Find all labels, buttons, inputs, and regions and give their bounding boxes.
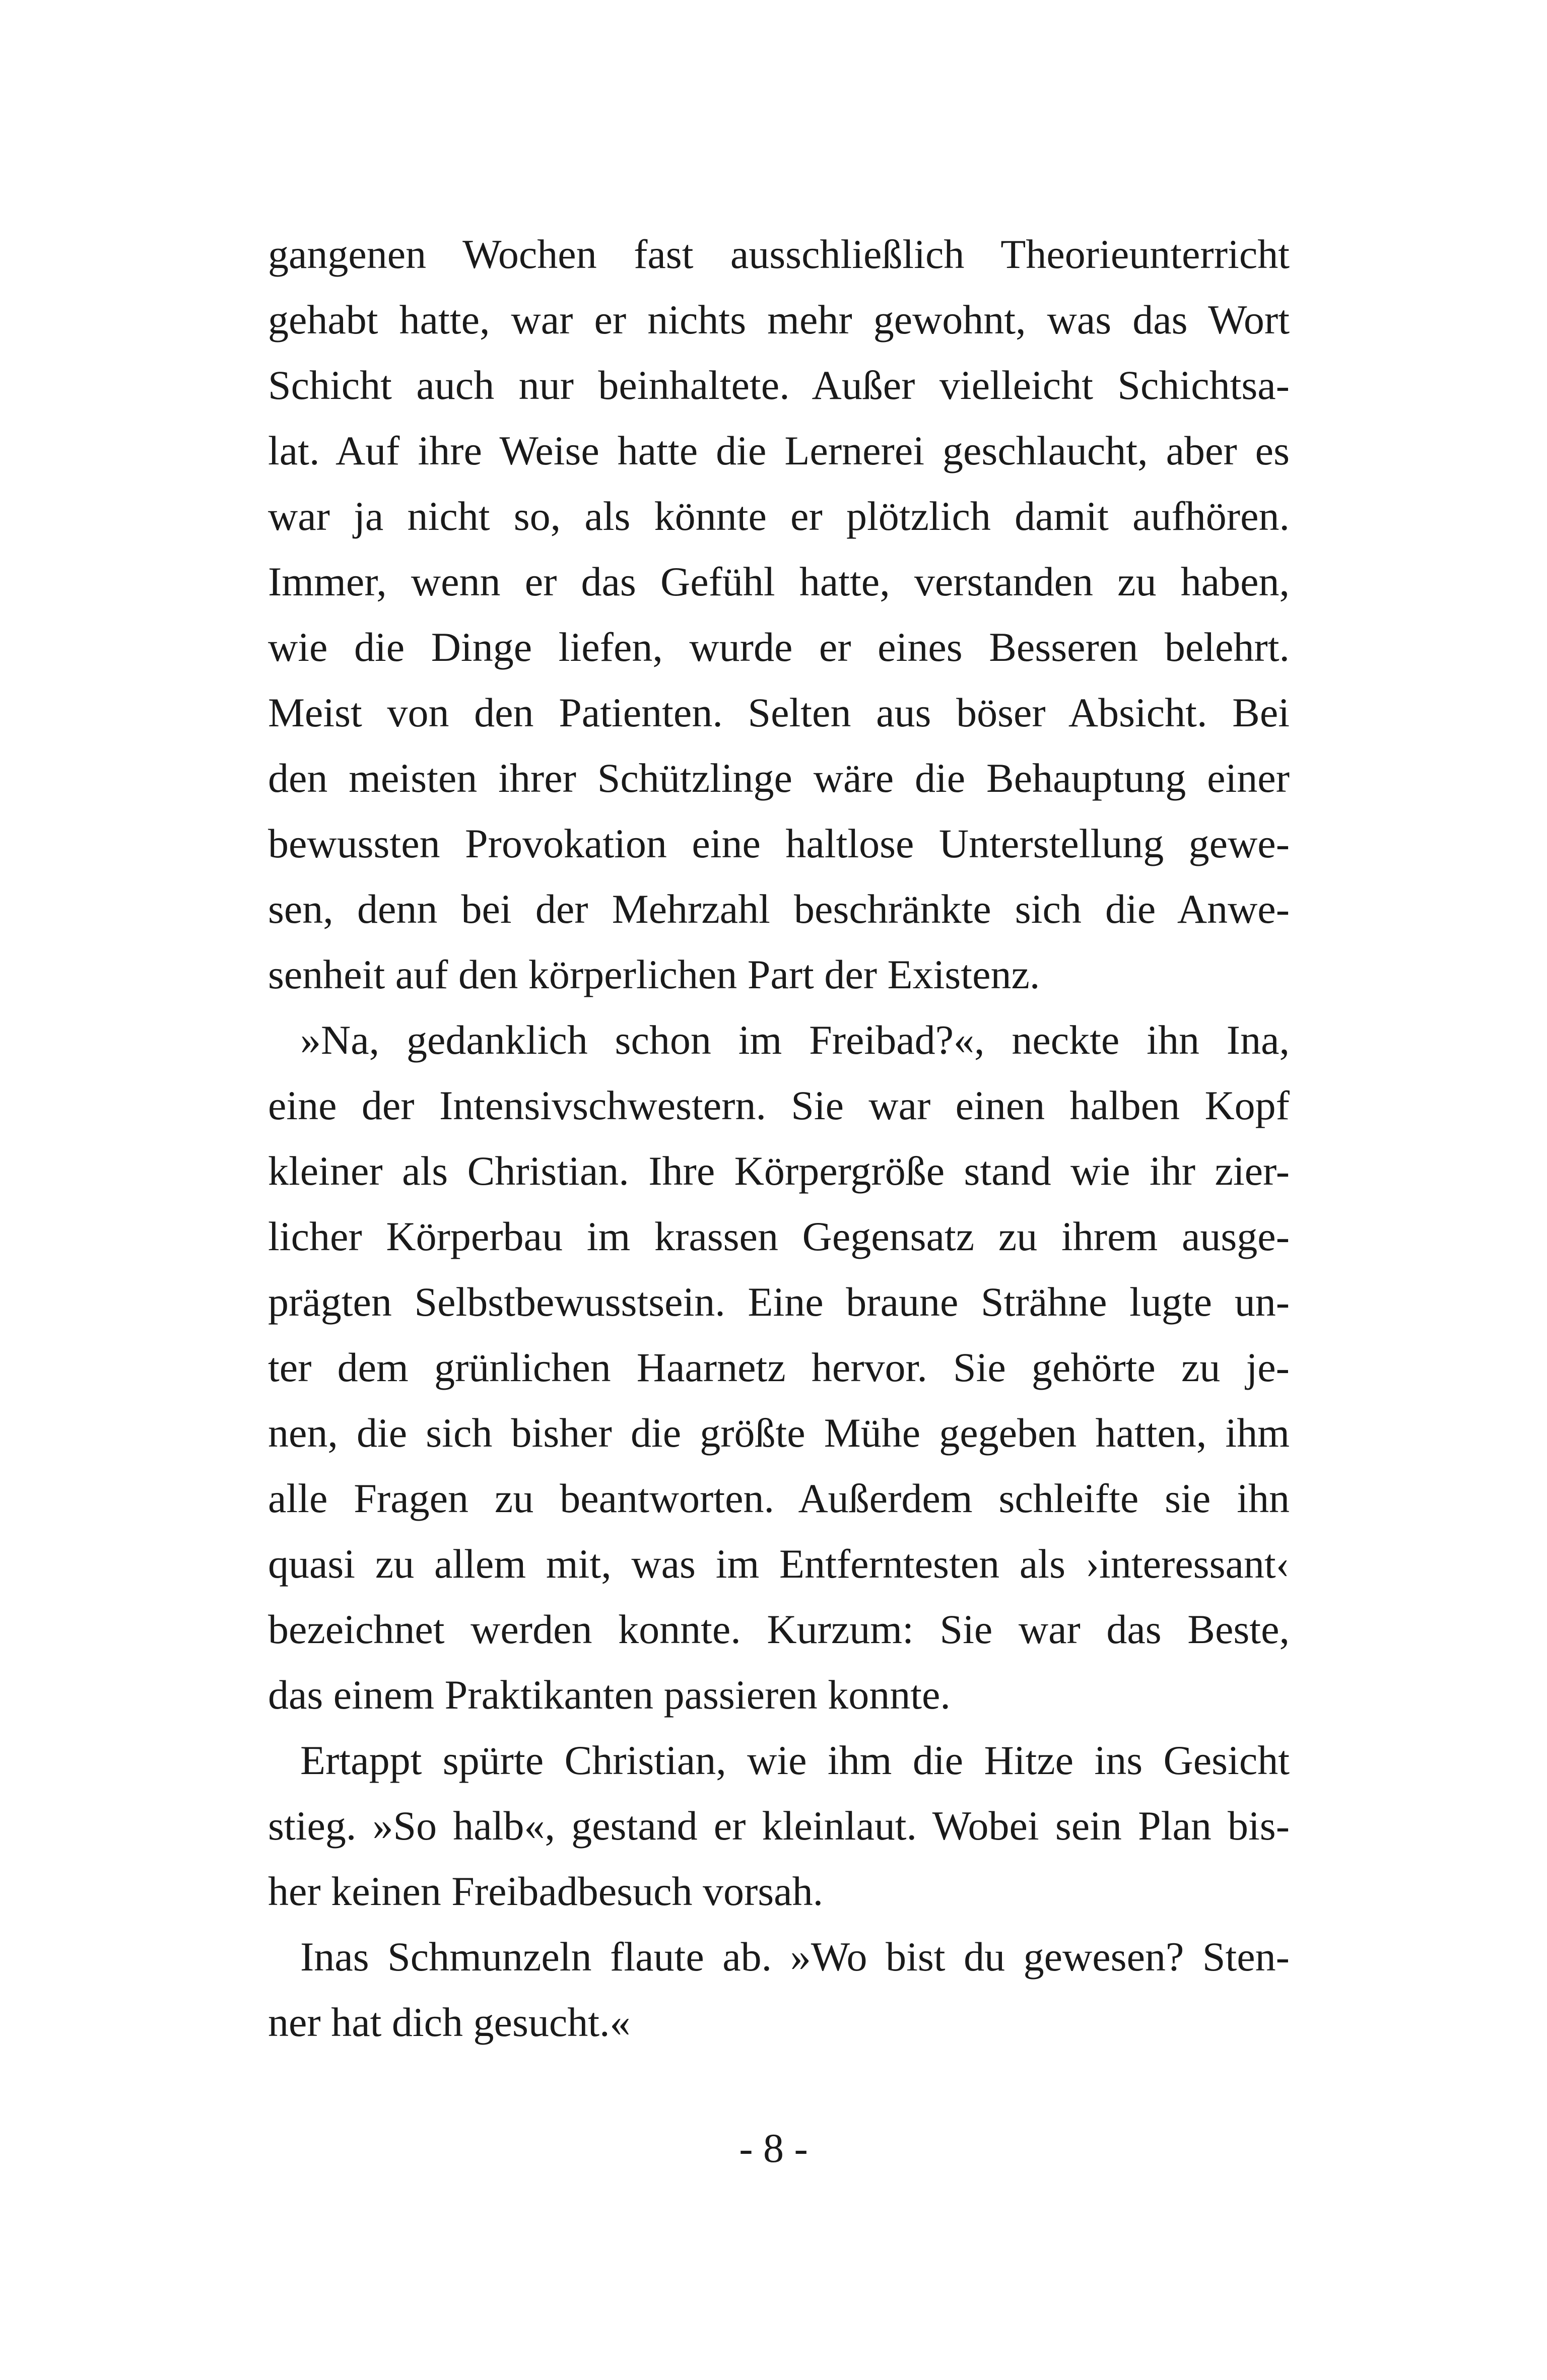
text-line: bezeichnet werden konnte. Kurzum: Sie war das Beste,: [268, 1606, 1290, 1652]
text-line: sen, denn bei der Mehrzahl beschränkte sich die Anwe-: [268, 886, 1290, 932]
text-line: wie die Dinge liefen, wurde er eines Besseren belehrt.: [268, 624, 1290, 670]
text-line: nen, die sich bisher die größte Mühe gegeben hatten, ihm: [268, 1410, 1290, 1456]
text-line: gehabt hatte, war er nichts mehr gewohnt, was das Wort: [268, 297, 1290, 343]
text-line: Schicht auch nur beinhaltete. Außer vielleicht Schichtsa-: [268, 362, 1290, 408]
page-number: - 8 -: [739, 2125, 808, 2171]
text-line: ter dem grünlichen Haarnetz hervor. Sie gehörte zu je-: [268, 1344, 1290, 1390]
text-line: kleiner als Christian. Ihre Körpergröße stand wie ihr zier-: [268, 1148, 1290, 1194]
text-line: war ja nicht so, als könnte er plötzlich damit aufhören.: [268, 493, 1290, 539]
text-line: den meisten ihrer Schützlinge wäre die Behauptung einer: [268, 755, 1290, 801]
text-line: »Na, gedanklich schon im Freibad?«, neckte ihn Ina,: [300, 1017, 1290, 1063]
text-line: prägten Selbstbewusstsein. Eine braune Strähne lugte un-: [268, 1279, 1290, 1325]
text-line: quasi zu allem mit, was im Entferntesten als ›interessant‹: [268, 1541, 1290, 1587]
text-line: alle Fragen zu beantworten. Außerdem schleifte sie ihn: [268, 1475, 1290, 1521]
text-line: eine der Intensivschwestern. Sie war einen halben Kopf: [268, 1082, 1290, 1128]
text-line: bewussten Provokation eine haltlose Unterstellung gewe-: [268, 821, 1290, 866]
text-line: her keinen Freibadbesuch vorsah.: [268, 1868, 824, 1914]
text-line: gangenen Wochen fast ausschließlich Theorieunterricht: [268, 231, 1290, 277]
text-line: das einem Praktikanten passieren konnte.: [268, 1672, 951, 1718]
text-line: licher Körperbau im krassen Gegensatz zu ihrem ausge-: [268, 1213, 1290, 1259]
text-line: ner hat dich gesucht.«: [268, 1999, 631, 2045]
body-text: [268, 222, 1290, 2055]
text-line: Meist von den Patienten. Selten aus böser Absicht. Bei: [268, 690, 1290, 735]
text-line: Inas Schmunzeln flaute ab. »Wo bist du gewesen? Sten-: [300, 1934, 1290, 1980]
text-line: Ertappt spürte Christian, wie ihm die Hitze ins Gesicht: [300, 1737, 1290, 1783]
text-line: lat. Auf ihre Weise hatte die Lernerei geschlaucht, aber es: [268, 428, 1290, 473]
text-line: Immer, wenn er das Gefühl hatte, verstanden zu haben,: [268, 559, 1290, 604]
text-line: stieg. »So halb«, gestand er kleinlaut. Wobei sein Plan bis-: [268, 1803, 1290, 1849]
text-line: senheit auf den körperlichen Part der Existenz.: [268, 951, 1040, 997]
